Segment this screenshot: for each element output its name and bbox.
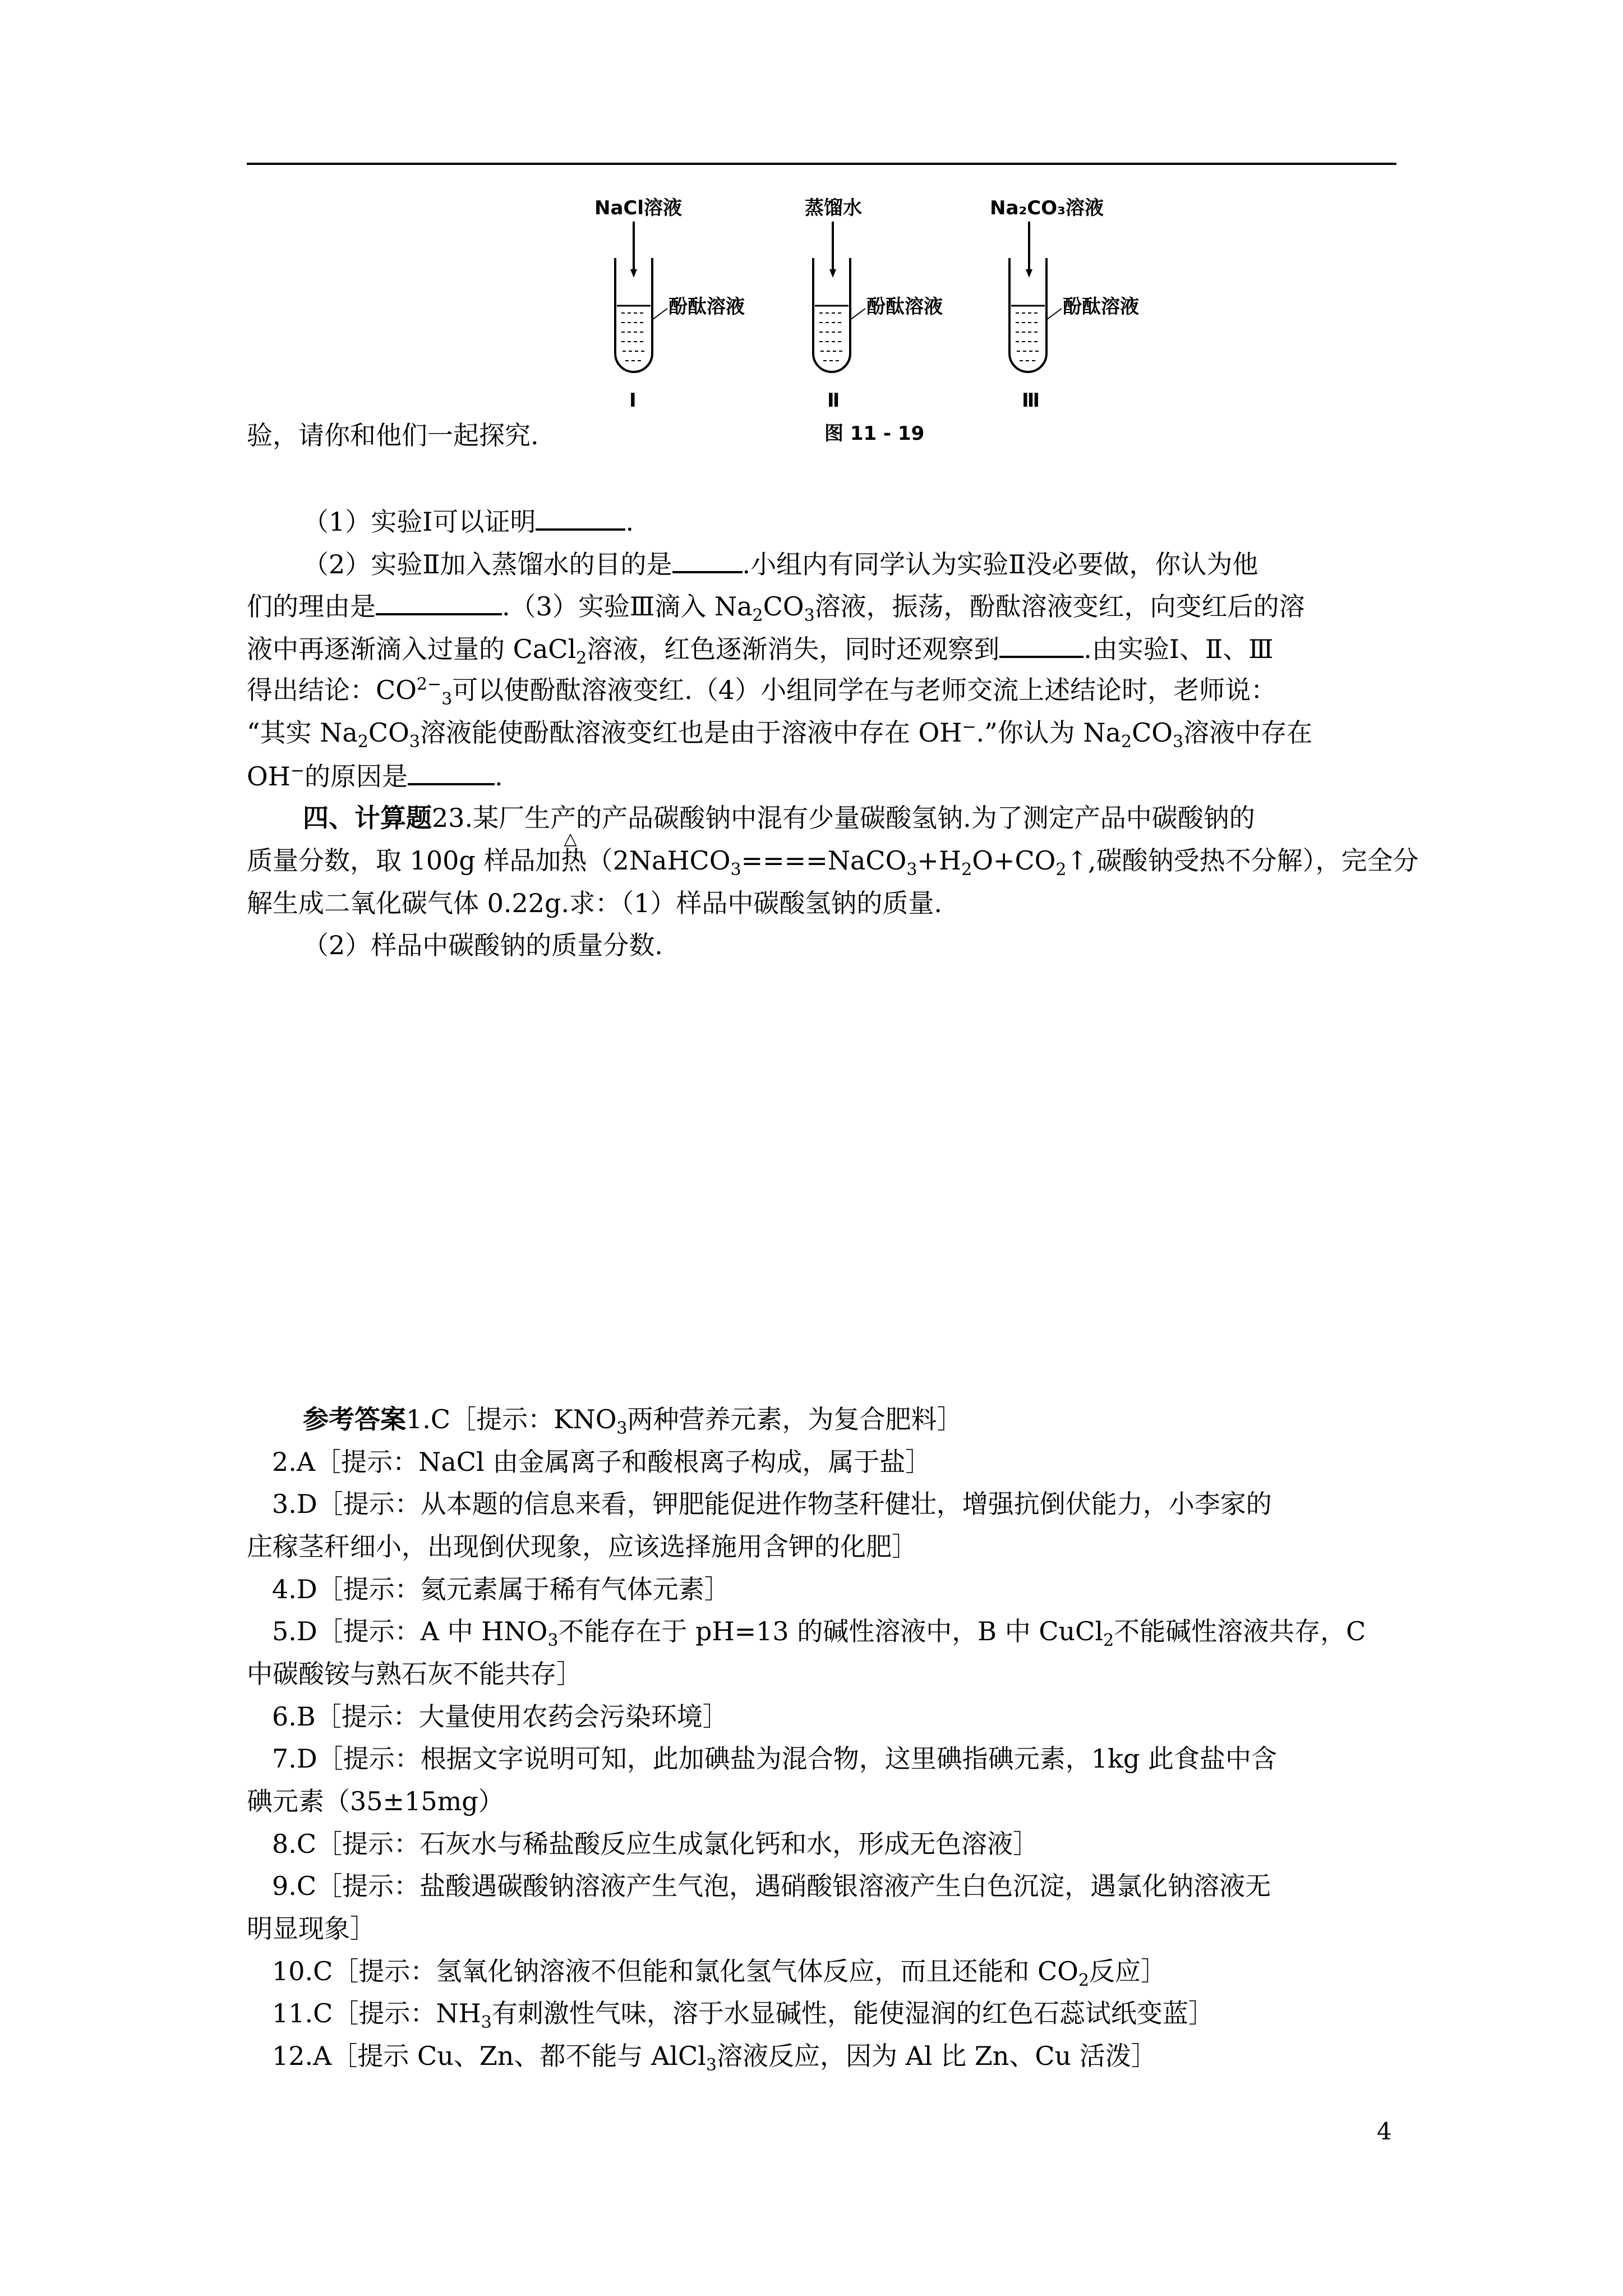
subscript: 2 [1055, 860, 1067, 880]
answer-11 [272, 1996, 1214, 2033]
text-span: 10.C［提示：氢氧化钠溶液不但能和氯化氢气体反应，而且还能和 CO [272, 1956, 1078, 1986]
header-rule [247, 163, 1396, 165]
text-span: 溶液中存在 [1183, 717, 1313, 748]
answer-1 [303, 1402, 963, 1439]
text-span: 的原因是 [304, 761, 408, 792]
text-span: 5.D［提示：A 中 HNO [272, 1616, 548, 1646]
subscript: 2 [1121, 732, 1132, 752]
answer-7-line1: 7.D［提示：根据文字说明可知，此加碘盐为混合物，这里碘指碘元素，1kg 此食盐中含 [272, 1743, 1277, 1774]
q22-intro-tail: 验，请你和他们一起探究. [247, 420, 539, 450]
q23-line3: 解生成二氧化碳气体 0.22g.求：（1）样品中碳酸氢钠的质量. [247, 888, 943, 918]
q22-reason-line: OH−的原因是 . [247, 758, 503, 793]
text-span: “其实 Na [247, 717, 358, 748]
subscript: 2 [1078, 1971, 1089, 1991]
text-span: （2）实验Ⅱ加入蒸馏水的目的是 [303, 549, 672, 579]
tube-3-number: Ⅲ [1022, 389, 1040, 412]
answer-3-line2: 庄稼茎秆细小，出现倒伏现象，应该选择施用含钾的化肥］ [247, 1531, 917, 1562]
subscript: 2 [357, 732, 368, 752]
q22-part2-line2 [247, 588, 1305, 626]
answer-9-line2: 明显现象］ [247, 1913, 376, 1944]
subscript: 2 [1103, 1631, 1114, 1651]
text-span: +H [917, 845, 962, 876]
tube-2-number: Ⅱ [827, 389, 840, 412]
text-span: O+CO [972, 845, 1056, 876]
text-span: .”你认为 Na [976, 717, 1121, 748]
subscript: 3 [1172, 732, 1184, 752]
tube-3 [990, 197, 1139, 412]
text-span: CO [763, 591, 804, 622]
subscript: 3 [804, 606, 815, 626]
answer-6: 6.B［提示：大量使用农药会污染环境］ [272, 1701, 728, 1732]
text-span: 不能碱性溶液共存，C [1114, 1616, 1366, 1646]
subscript: 3 [409, 732, 420, 752]
text-span: 溶液，红色逐渐消失，同时还观察到 [587, 634, 1000, 664]
answer-5-line1 [272, 1614, 1366, 1651]
q22-part1-text: （1）实验Ⅰ可以证明 [303, 507, 536, 537]
text-span: .（3）实验Ⅲ滴入 Na [502, 591, 753, 622]
text-span: 质量分数，取 100g 样品加 [247, 845, 561, 876]
answer-12 [272, 2039, 1157, 2076]
text-span: CO [1132, 717, 1173, 748]
q23-line1 [303, 801, 1255, 835]
tube-1-number: I [629, 389, 637, 412]
subscript: 3 [706, 2055, 717, 2076]
answer-4: 4.D［提示：氦元素属于稀有气体元素］ [272, 1574, 730, 1604]
q23-line2 [247, 844, 1419, 880]
answer-3-line1: 3.D［提示：从本题的信息来看，钾肥能促进作物茎秆健壮，增强抗倒伏能力，小李家的 [272, 1489, 1272, 1519]
tube-2-liquid-label: 酚酞溶液 [866, 296, 943, 318]
text-span: （2NaHCO [587, 845, 731, 876]
text-span: 不能存在于 pH=13 的碱性溶液中，B 中 CuCl [558, 1616, 1104, 1646]
text-span: ↑,碳酸钠受热不分解），完全分 [1066, 845, 1419, 876]
subscript: 3 [481, 2013, 492, 2033]
answer-7-line2: 碘元素（35±15mg） [247, 1786, 504, 1816]
answer-blank[interactable] [376, 588, 502, 615]
answer-blank[interactable] [536, 504, 625, 531]
tube-1 [594, 197, 745, 412]
q22-conclusion-line [247, 673, 1277, 710]
figure-caption: 图 11 - 19 [824, 422, 925, 445]
answer-8: 8.C［提示：石灰水与稀盐酸反应生成氯化钙和水，形成无色溶液］ [272, 1829, 1039, 1859]
text-span: 可以使酚酞溶液变红.（4）小组同学在与老师交流上述结论时，老师说： [452, 675, 1277, 705]
tube-2-label: 蒸馏水 [805, 197, 862, 219]
answer-blank[interactable] [672, 546, 743, 573]
q23-line4: （2）样品中碳酸钠的质量分数. [303, 930, 663, 960]
text-span: CO [368, 717, 409, 748]
text-span: 们的理由是 [247, 591, 376, 622]
q22-part2-line1 [303, 546, 1258, 581]
q22-part3-line [247, 631, 1274, 669]
superscript: − [290, 761, 305, 781]
q22-teacher-line [247, 716, 1313, 752]
section-heading: 四、计算题 [303, 803, 432, 833]
text-span: 两种营养元素，为复合肥料］ [627, 1404, 963, 1434]
subscript: 3 [906, 860, 917, 880]
subscript: 3 [616, 1419, 628, 1439]
text-span: 溶液能使酚酞溶液变红也是由于溶液中存在 OH [419, 717, 962, 748]
answer-blank[interactable] [408, 758, 495, 785]
superscript: − [962, 717, 976, 737]
text-span: .小组内有同学认为实验Ⅱ没必要做，你认为他 [742, 549, 1258, 579]
subscript: 2 [752, 606, 763, 626]
text-span: 液中再逐渐滴入过量的 CaCl [247, 634, 577, 664]
text-span: 12.A［提示 Cu、Zn、都不能与 AlCl [272, 2041, 706, 2071]
subscript: 3 [441, 689, 453, 710]
text-span: .由实验Ⅰ、Ⅱ、Ⅲ [1083, 634, 1274, 664]
tube-3-liquid-label: 酚酞溶液 [1063, 296, 1139, 318]
tube-3-label: Na₂CO₃溶液 [990, 197, 1104, 219]
answer-blank[interactable] [999, 631, 1083, 658]
answers-heading: 参考答案 [303, 1404, 406, 1434]
tube-1-liquid-label: 酚酞溶液 [668, 296, 745, 318]
text-span: OH [247, 761, 291, 792]
text-span: 溶液，振荡，酚酞溶液变红，向变红后的溶 [814, 591, 1305, 622]
text-span: 11.C［提示：NH [272, 1998, 481, 2028]
subscript: 2 [961, 860, 972, 880]
text-span: 反应］ [1089, 1956, 1166, 1986]
subscript: 3 [547, 1631, 559, 1651]
page-number: 4 [1377, 2118, 1392, 2145]
q22-part1: （1）实验Ⅰ可以证明 . [303, 504, 634, 539]
text-span: ====NaCO [741, 845, 907, 876]
answer-9-line1: 9.C［提示：盐酸遇碳酸钠溶液产生气泡，遇硝酸银溶液产生白色沉淀，遇氯化钠溶液无 [272, 1871, 1271, 1901]
answer-10 [272, 1954, 1166, 1991]
answer-2: 2.A［提示：NaCl 由金属离子和酸根离子构成，属于盐］ [272, 1447, 932, 1477]
text-span: 有刺激性气味，溶于水显碱性，能使湿润的红色石蕊试纸变蓝］ [491, 1998, 1214, 2028]
superscript: 2− [416, 674, 442, 694]
text-span: 23.某厂生产的产品碳酸钠中混有少量碳酸氢钠.为了测定产品中碳酸钠的 [432, 803, 1255, 833]
heat-symbol: △ 热 [561, 844, 587, 877]
answer-5-line2: 中碳酸铵与熟石灰不能共存］ [247, 1659, 582, 1689]
subscript: 2 [576, 648, 587, 669]
test-tube-figure [561, 185, 1206, 449]
subscript: 3 [730, 860, 741, 880]
text-span: 溶液反应，因为 Al 比 Zn、Cu 活泼］ [716, 2041, 1157, 2071]
text-span: 1.C［提示：KNO [406, 1404, 617, 1434]
text-span: 得出结论：CO [247, 675, 417, 705]
tube-2 [805, 197, 943, 412]
tube-1-label: NaCl溶液 [594, 197, 683, 219]
